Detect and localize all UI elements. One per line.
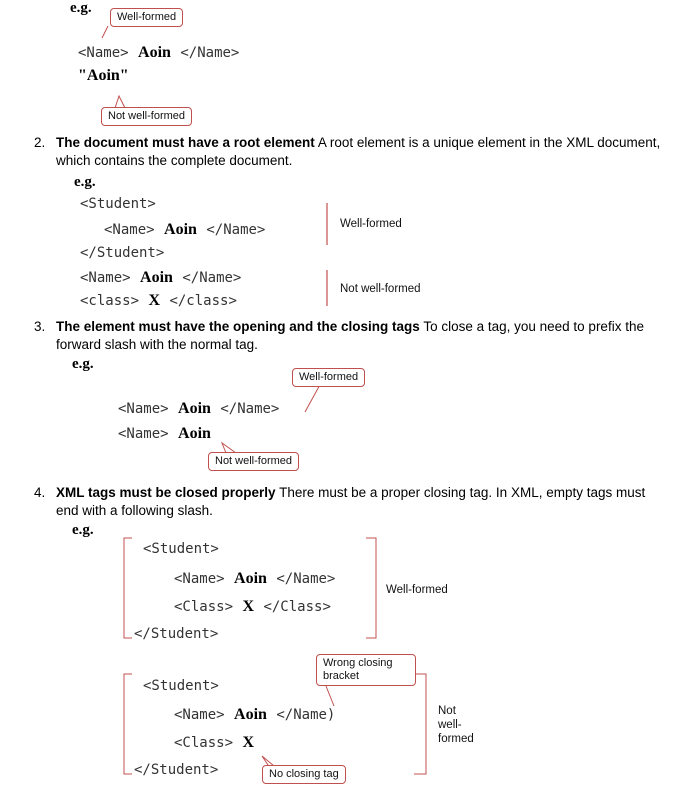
element-value: X <box>242 734 255 751</box>
element-value: Aoin <box>138 44 171 61</box>
element-value: X <box>148 292 161 309</box>
item2-student-open: <Student> <box>80 196 156 212</box>
item3-bad-callout: Not well-formed <box>208 452 299 471</box>
tag-open: <Name> <box>174 707 225 723</box>
item4-no-close-callout: No closing tag <box>262 765 346 784</box>
item4-good-bracket-right <box>366 538 376 638</box>
item-3 <box>34 318 674 358</box>
item-title: The element must have the opening and the closing tags <box>56 319 420 334</box>
tag-open: <Name> <box>118 426 169 442</box>
item-number: 3. <box>34 319 46 334</box>
top-good-pointer <box>102 26 108 38</box>
item4-wrong-bracket-callout: Wrong closing bracket <box>316 654 416 686</box>
item4-good-bracket-left <box>124 538 132 638</box>
item2-eg-label: e.g. <box>74 174 96 190</box>
tag-close: </Name) <box>276 707 336 723</box>
item-body: To close a tag, you need to prefix the forward slash with the normal tag. <box>56 319 644 352</box>
item4-good-student-open: <Student> <box>143 541 219 557</box>
item2-name-line <box>104 221 265 239</box>
item2-bad-label: Not well-formed <box>340 283 421 295</box>
item4-bad-label: Not well-formed <box>438 705 474 745</box>
item2-class-line <box>80 292 237 310</box>
top-bad-callout: Not well-formed <box>101 107 192 126</box>
item-title: The document must have a root element <box>56 135 315 150</box>
item4-good-name-line <box>174 570 335 588</box>
item3-eg-label: e.g. <box>72 356 94 372</box>
tag-open: <Name> <box>118 401 169 417</box>
item4-good-student-close: </Student> <box>134 626 219 642</box>
element-value: X <box>242 598 255 615</box>
tag-open: <class> <box>80 293 140 309</box>
item-body: A root element is a unique element in the XML document, which contains the complete document. <box>56 135 661 168</box>
item-4 <box>34 484 674 524</box>
tag-open: <Class> <box>174 735 234 751</box>
item3-good-callout: Well-formed <box>292 368 365 387</box>
tag-close: </Name> <box>276 571 336 587</box>
element-value: Aoin <box>164 221 197 238</box>
tag-close: </Name> <box>206 222 266 238</box>
item3-code-line-2 <box>118 425 212 443</box>
item2-good-label: Well-formed <box>340 218 402 230</box>
tag-close: </Name> <box>182 270 242 286</box>
element-value: Aoin <box>140 269 173 286</box>
item2-name2-line <box>80 269 241 287</box>
item4-bad-student-open: <Student> <box>143 678 219 694</box>
item4-good-class-line <box>174 598 331 616</box>
item4-bad-name-line <box>174 706 335 724</box>
item-title: XML tags must be closed properly <box>56 485 276 500</box>
top-code-line-2: "Aoin" <box>78 67 129 84</box>
top-code-line-1 <box>78 44 239 62</box>
item3-code-line-1 <box>118 400 279 418</box>
item-2 <box>34 134 674 174</box>
item2-student-close: </Student> <box>80 245 165 261</box>
top-eg-label: e.g. <box>70 0 92 16</box>
tag-open: <Name> <box>104 222 155 238</box>
tag-close: </Name> <box>180 45 240 61</box>
item4-good-label: Well-formed <box>386 584 448 596</box>
item-number: 2. <box>34 135 46 150</box>
tag-close: </Name> <box>220 401 280 417</box>
tag-open: <Name> <box>78 45 129 61</box>
wrong-bracket-pointer <box>326 686 334 706</box>
element-value: Aoin <box>178 400 211 417</box>
item4-bad-bracket-right <box>414 674 426 774</box>
tag-open: <Name> <box>174 571 225 587</box>
tag-close: </class> <box>169 293 237 309</box>
item4-bad-bracket-left <box>124 674 132 774</box>
tag-open: <Class> <box>174 599 234 615</box>
item-body: There must be a proper closing tag. In XML, empty tags must end with a following slash. <box>56 485 646 518</box>
tag-close: </Class> <box>263 599 331 615</box>
tag-open: <Name> <box>80 270 131 286</box>
item4-bad-class-line <box>174 734 255 752</box>
top-good-callout: Well-formed <box>110 8 183 27</box>
element-value: Aoin <box>234 706 267 723</box>
item-number: 4. <box>34 485 46 500</box>
element-value: Aoin <box>178 425 211 442</box>
item4-eg-label: e.g. <box>72 522 94 538</box>
item4-bad-student-close: </Student> <box>134 762 219 778</box>
element-value: Aoin <box>234 570 267 587</box>
